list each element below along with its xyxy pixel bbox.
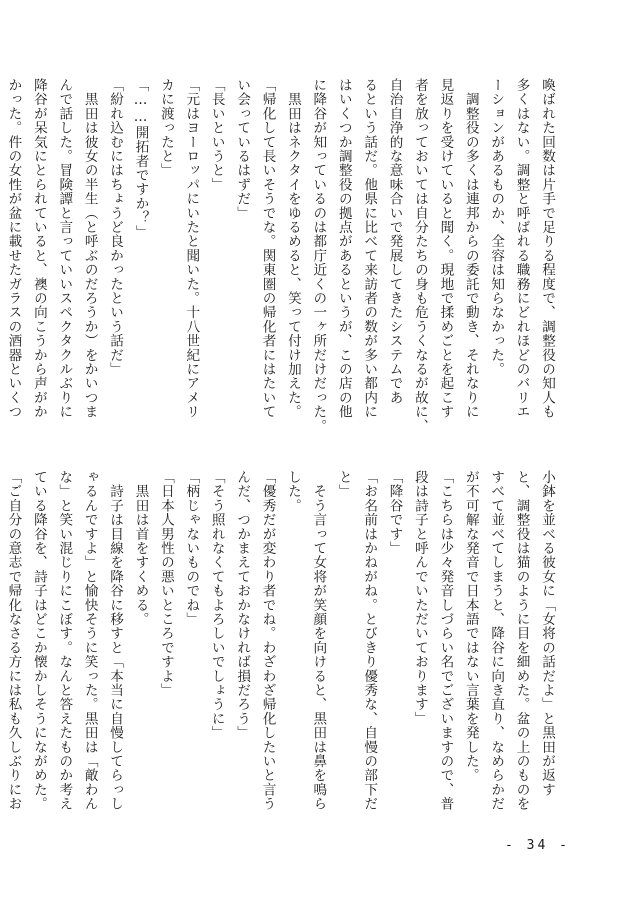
text-line: と、調整役は猫のように目を細めた。盆の上のものを xyxy=(513,470,530,811)
text-line: な」と笑い混じりにこぼす。なんと答えたものか考え xyxy=(56,470,73,811)
text-line: ゃるんですよ」と愉快そうに笑った。黒田は「敵わん xyxy=(81,470,98,811)
text-line: 「元はヨーロッパにいたと聞いた。十八世紀にアメリ xyxy=(183,78,200,419)
page-number: - 34 - xyxy=(505,838,570,853)
text-line: るという話だ。他県に比べて来訪者の数が多い都内に xyxy=(361,78,378,419)
text-line: すべて並べてしまうと、降谷に向き直り、なめらかだ xyxy=(488,470,505,811)
text-line: 「……開拓者ですか？」 xyxy=(132,78,149,239)
text-line: カに渡ったと」 xyxy=(157,78,174,178)
text-line: 黒田は彼女の半生（と呼ぶのだろうか）をかいつま xyxy=(81,78,98,419)
text-line: 詩子は目線を降谷に移すと「本当に自慢してらっし xyxy=(107,470,124,811)
text-line: んで話した。冒険譚と言っていいスペクタクルぶりに xyxy=(56,78,73,419)
text-line: そう言って女将が笑顔を向けると、黒田は鼻を鳴ら xyxy=(310,470,327,811)
text-line: ている降谷を、詩子はどこか懐かしそうにながめた。 xyxy=(30,470,47,811)
text-line: 者を放っておいては自分たちの身も危うくなるが故に、 xyxy=(411,78,428,433)
text-line: 「優秀だが変わり者でね。わざわざ帰化したいと言う xyxy=(259,470,276,811)
text-line: い会っているはずだ」 xyxy=(234,78,251,220)
text-line: が不可解な発音で日本語ではない言葉を発した。 xyxy=(462,470,479,783)
text-line: 調整役の多くは連邦からの委託で動き、それなりに xyxy=(462,78,479,419)
text-line: 見返りを受けていると聞く。現地で揉めごとを起こす xyxy=(437,78,454,419)
text-line: はいくつか調整役の拠点があるというが、この店の他 xyxy=(335,78,352,419)
text-line: に降谷が知っているのは都庁近くの一ヶ所だけだった。 xyxy=(310,78,327,433)
text-line: 「ご自分の意志で帰化なさる方には私も久しぶりにお xyxy=(5,470,22,811)
top-text-block xyxy=(0,78,559,460)
text-line: 「そう照れなくてもよろしいでしょうに」 xyxy=(208,470,225,740)
text-line: 降谷が呆気にとられていると、襖の向こうから声がか xyxy=(30,78,47,419)
text-line: 黒田は首をすくめる。 xyxy=(132,470,149,627)
text-line: 喚ばれた回数は片手で足りる程度で、調整役の知人も xyxy=(539,78,555,419)
text-line: 「降谷です」 xyxy=(386,470,403,556)
text-line: 「柄じゃないものでね」 xyxy=(183,470,200,627)
text-line: 黒田はネクタイをゆるめると、笑って付け加えた。 xyxy=(284,78,301,419)
text-line: 「日本人男性の悪いところですよ」 xyxy=(157,470,174,698)
text-line: 自治自浄的な意味合いで発展してきたシステムであ xyxy=(386,78,403,405)
text-line: 「帰化して長いそうでな。関東圏の帰化者にはたいて xyxy=(259,78,276,419)
text-line: 「紛れ込むにはちょうど良かったという話だ」 xyxy=(107,78,124,377)
text-line: ーションがあるものか、全容は知らなかった。 xyxy=(488,78,505,377)
text-line: 「お名前はかねがね。とびきり優秀な、自慢の部下だ xyxy=(361,470,378,811)
text-line: 多くはない。調整と呼ばれる職務にどれほどのバリエ xyxy=(513,78,530,419)
text-line: 「長いというと」 xyxy=(208,78,225,192)
text-line: んだ、つかまえておかなければ損だろう」 xyxy=(234,470,251,740)
text-line: と」 xyxy=(335,470,352,499)
text-line: 「こちらは少々発音しづらい名でございますので、普 xyxy=(437,470,454,811)
text-line: かった。件の女性が盆に載せたガラスの酒器といくつ xyxy=(5,78,22,419)
text-line: した。 xyxy=(284,470,301,513)
text-line: 段は詩子と呼んでいただいております」 xyxy=(411,470,428,726)
bottom-text-block xyxy=(0,470,559,852)
text-line: 小鉢を並べる彼女に「女将の話だよ」と黒田が返す xyxy=(539,470,555,797)
